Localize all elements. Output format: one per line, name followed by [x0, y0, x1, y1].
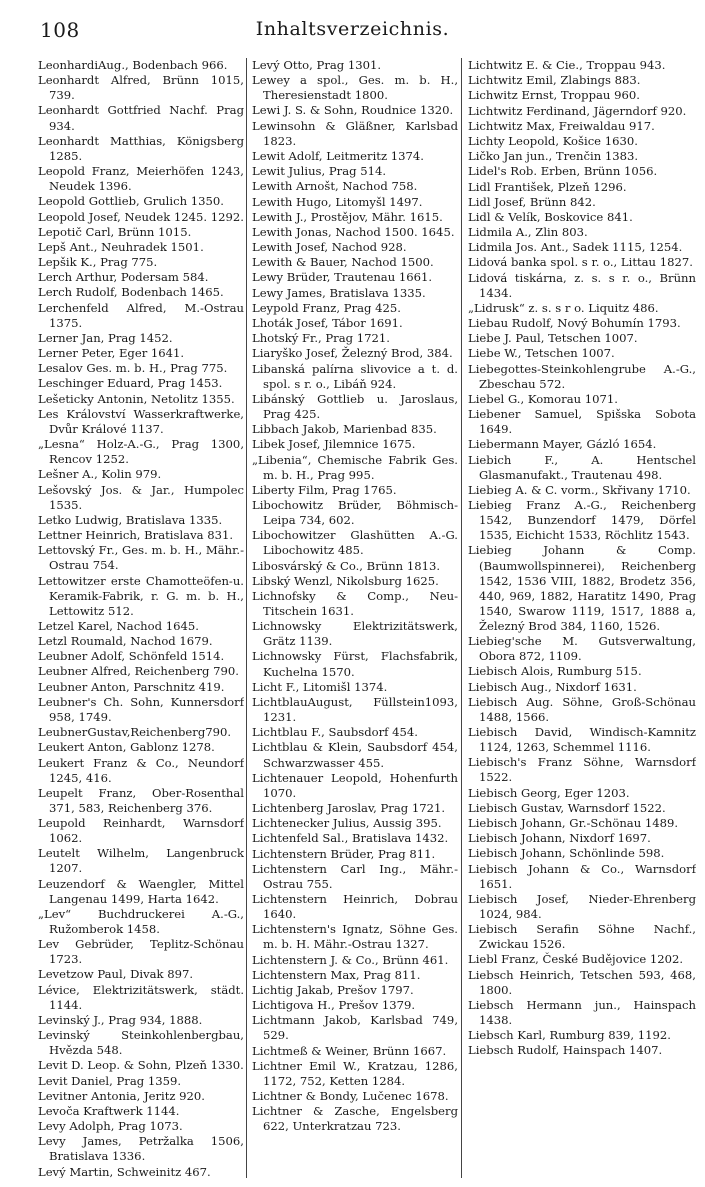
index-entry: Lichtmeß & Weiner, Brünn 1667. [252, 1043, 447, 1058]
index-entry: Lerchenfeld Alfred, M.-Ostrau 1375. [38, 300, 244, 330]
index-entry: Lerch Arthur, Podersam 584. [38, 270, 209, 285]
index-entry: Libbach Jakob, Marienbad 835. [252, 422, 437, 437]
index-entry: Lewit Julius, Prag 514. [252, 164, 387, 179]
index-entry: Libochowitz Brüder, Böhmisch-Leipa 734, 602. [252, 497, 458, 528]
index-entry: Liebl Franz, České Budějovice 1202. [468, 952, 684, 967]
index-entry: Lichtenstern's Ignatz, Söhne Ges. m. b. H. Mähr.-Ostrau 1327. [252, 922, 458, 952]
index-entry: Lichty Leopold, Košice 1630. [468, 133, 638, 148]
index-entry: Lichtigova H., Prešov 1379. [252, 998, 416, 1013]
index-entry: Lepotič Carl, Brünn 1015. [38, 224, 192, 239]
index-entry: Liebisch Johann & Co., Warnsdorf 1651. [468, 861, 696, 891]
index-entry: Lichtblau & Klein, Saubsdorf 454, Schwarzwasser 455. [252, 740, 458, 770]
index-entry: Leukert Anton, Gablonz 1278. [38, 740, 215, 755]
column-divider [246, 58, 247, 1178]
index-entry: Libek Josef, Jilemnice 1675. [252, 437, 416, 452]
index-entry: Letzl Roumald, Nachod 1679. [38, 634, 213, 649]
index-entry: Leonhardt Alfred, Brünn 1015, 739. [38, 73, 244, 103]
index-entry: Lichtwitz Emil, Zlabings 883. [468, 73, 641, 88]
page-number: 108 [40, 18, 80, 42]
column-divider [461, 58, 462, 1178]
index-entry: Lichtenstern Heinrich, Dobrau 1640. [252, 892, 458, 922]
index-entry: Leupold Reinhardt, Warnsdorf 1062. [38, 816, 244, 846]
index-entry: Lidmila A., Zlin 803. [468, 225, 588, 240]
index-entry: Liberty Film, Prag 1765. [252, 482, 397, 497]
index-entry: Lichtwitz E. & Cie., Troppau 943. [468, 58, 666, 72]
index-entry: Levinský J., Prag 934, 1888. [38, 1012, 203, 1027]
index-entry: Lichnofsky & Comp., Neu-Titschein 1631. [252, 588, 458, 618]
index-entry: Leubner Alfred, Reichenberg 790. [38, 664, 239, 679]
index-entry: Lešeticky Antonin, Netolitz 1355. [38, 391, 235, 406]
index-entry: Letko Ludwig, Bratislava 1335. [38, 512, 223, 527]
index-column-1 [38, 58, 244, 1178]
index-entry: Lichtmann Jakob, Karlsbad 749, 529. [252, 1013, 458, 1043]
index-entry: Lettovský Fr., Ges. m. b. H., Mähr.-Ostrau 754. [38, 543, 244, 573]
index-entry: Les Království Wasserkraftwerke, Dvůr Králové 1137. [38, 406, 244, 436]
index-entry: Lichtner & Bondy, Lučenec 1678. [252, 1089, 449, 1104]
index-entry: Leukert Franz & Co., Neundorf 1245, 416. [38, 755, 244, 785]
index-entry: Leubner Anton, Parschnitz 419. [38, 679, 225, 694]
index-entry: Lidl František, Plzeň 1296. [468, 179, 627, 194]
index-entry: Lichtner Emil W., Kratzau, 1286, 1172, 752, Ketten 1284. [252, 1058, 458, 1088]
index-entry: Lerch Rudolf, Bodenbach 1465. [38, 285, 224, 300]
index-entry: Leubner Adolf, Schönfeld 1514. [38, 649, 225, 664]
index-entry: Lichtenstern J. & Co., Brünn 461. [252, 952, 449, 967]
index-entry: Levit Daniel, Prag 1359. [38, 1073, 182, 1088]
index-entry: Liebisch Johann, Gr.-Schönau 1489. [468, 815, 679, 830]
index-entry: Lichtenauer Leopold, Hohenfurth 1070. [252, 770, 458, 800]
index-entry: Ličko Jan jun., Trenčin 1383. [468, 149, 639, 164]
index-entry: Liebisch Johann, Schönlinde 598. [468, 846, 665, 861]
index-entry: Levoča Kraftwerk 1144. [38, 1103, 180, 1118]
index-entry: Lewith Hugo, Litomyšl 1497. [252, 194, 423, 209]
index-entry: Libochowitzer Glashütten A.-G. Libochowitz 485. [252, 528, 458, 558]
index-entry: Lichwitz Ernst, Troppau 960. [468, 88, 640, 103]
index-entry: Leubner's Ch. Sohn, Kunnersdorf 958, 1749. [38, 694, 244, 724]
index-entry: Liebe W., Tetschen 1007. [468, 346, 615, 361]
index-entry: Lešner A., Kolin 979. [38, 467, 162, 482]
index-entry: Libanská palírna slivovice a t. d. spol. s r. o., Libáň 924. [252, 361, 458, 391]
index-entry: Libský Wenzl, Nikolsburg 1625. [252, 573, 439, 588]
index-entry: Liebau Rudolf, Nový Bohumín 1793. [468, 316, 681, 331]
index-entry: Lewith Josef, Nachod 928. [252, 240, 407, 255]
index-entry: Lettner Heinrich, Bratislava 831. [38, 528, 234, 543]
index-entry: Liebieg A. & C. vorm., Skřivany 1710. [468, 482, 691, 497]
index-entry: Lidová tiskárna, z. s. s r. o., Brünn 1434. [468, 270, 696, 300]
index-entry: Lidel's Rob. Erben, Brünn 1056. [468, 164, 658, 179]
index-entry: Lewith Jonas, Nachod 1500. 1645. [252, 224, 455, 239]
index-entry: Liebsch Hermann jun., Hainspach 1438. [468, 997, 696, 1027]
page-title: Inhaltsverzeichnis. [255, 18, 450, 40]
index-entry: Leonhardt Gottfried Nachf. Prag 934. [38, 103, 244, 133]
index-entry: Lewey a spol., Ges. m. b. H., Theresienstadt 1800. [252, 73, 458, 103]
index-entry: Lev Gebrüder, Teplitz-Schönau 1723. [38, 937, 244, 967]
index-entry: Levit D. Leop. & Sohn, Plzeň 1330. [38, 1058, 244, 1073]
index-column-3 [468, 58, 696, 1178]
index-entry: Lewi J. S. & Sohn, Roudnice 1320. [252, 103, 454, 118]
index-entry: „Libenia“, Chemische Fabrik Ges. m. b. H., Prag 995. [252, 452, 458, 482]
index-entry: LeubnerGustav,Reichenberg790. [38, 725, 232, 740]
index-entry: Lhotský Fr., Prag 1721. [252, 331, 390, 346]
index-entry: Leuzendorf & Waengler, Mittel Langenau 1499, Harta 1642. [38, 876, 244, 906]
index-entry: Liebermann Mayer, Gázló 1654. [468, 437, 657, 452]
index-entry: Lichtenstern Max, Prag 811. [252, 967, 421, 982]
index-entry: Libánský Gottlieb u. Jaroslaus, Prag 425. [252, 391, 458, 421]
index-entry: Liaryško Josef, Železný Brod, 384. [252, 346, 453, 361]
index-column-2 [252, 58, 458, 1178]
index-entry: Lesalov Ges. m. b. H., Prag 775. [38, 361, 228, 376]
index-entry: Lewith & Bauer, Nachod 1500. [252, 255, 434, 270]
index-entry: Leopold Gottlieb, Grulich 1350. [38, 194, 224, 209]
page-header [0, 14, 705, 48]
index-entry: Lewy Brüder, Trautenau 1661. [252, 270, 433, 285]
index-entry: Lerner Peter, Eger 1641. [38, 346, 185, 361]
index-entry: Leupelt Franz, Ober-Rosenthal 371, 583, Reichenberg 376. [38, 785, 244, 815]
index-entry: Lidová banka spol. s r. o., Littau 1827. [468, 255, 693, 270]
index-entry: Liebsch Rudolf, Hainspach 1407. [468, 1043, 663, 1058]
index-entry: Lettowitzer erste Chamotteöfen-u. Keramik-Fabrik, r. G. m. b. H., Lettowitz 512. [38, 573, 244, 618]
index-entry: Leonhardt Matthias, Königsberg 1285. [38, 133, 244, 163]
index-entry: Liebsch Heinrich, Tetschen 593, 468, 1800. [468, 967, 696, 997]
index-entry: Liebener Samuel, Spišska Sobota 1649. [468, 407, 696, 437]
index-entry: Lewy James, Bratislava 1335. [252, 285, 426, 300]
index-entry: Liebisch Aug. Söhne, Groß-Schönau 1488, 1566. [468, 694, 696, 724]
index-entry: Liebisch Josef, Nieder-Ehrenberg 1024, 984. [468, 891, 696, 921]
index-entry: Lichtenstern Carl Ing., Mähr.-Ostrau 755. [252, 861, 458, 891]
index-entry: Lichtner & Zasche, Engelsberg 622, Unterkratzau 723. [252, 1104, 458, 1134]
index-entry: Lerner Jan, Prag 1452. [38, 330, 173, 345]
index-entry: Lichtenfeld Sal., Bratislava 1432. [252, 831, 449, 846]
index-entry: Liebel G., Komorau 1071. [468, 391, 618, 406]
index-entry: Lewith Arnošt, Nachod 758. [252, 179, 418, 194]
index-entry: Letzel Karel, Nachod 1645. [38, 618, 199, 633]
index-entry: Liebisch Gustav, Warnsdorf 1522. [468, 800, 666, 815]
index-entry: Levy Adolph, Prag 1073. [38, 1119, 183, 1134]
index-entry: Leschinger Eduard, Prag 1453. [38, 376, 223, 391]
index-entry: Lichnowsky Elektrizitätswerk, Grätz 1139. [252, 619, 458, 649]
index-entry: Liebieg'sche M. Gutsverwaltung, Obora 872, 1109. [468, 634, 696, 664]
index-entry: Liebich F., A. Hentschel Glasmanufakt., Trautenau 498. [468, 452, 696, 482]
index-entry: „Lev“ Buchdruckerei A.-G., Ružomberok 1458. [38, 906, 244, 936]
index-entry: Leopold Franz, Meierhöfen 1243, Neudek 1396. [38, 164, 244, 194]
index-entry: Lewith J., Prostějov, Mähr. 1615. [252, 209, 443, 224]
index-entry: Levinský Steinkohlenbergbau, Hvězda 548. [38, 1028, 244, 1058]
index-entry: Liebsch Karl, Rumburg 839, 1192. [468, 1028, 671, 1043]
index-entry: Libosvárský & Co., Brünn 1813. [252, 558, 441, 573]
index-entry: Lidl & Velík, Boskovice 841. [468, 209, 633, 224]
index-entry: Lewinsohn & Gläßner, Karlsbad 1823. [252, 118, 458, 148]
index-entry: Liebisch David, Windisch-Kamnitz 1124, 1263, Schemmel 1116. [468, 725, 696, 755]
index-entry: Liebieg Franz A.-G., Reichenberg 1542, Bunzendorf 1479, Dörfel 1535, Eichicht 1533, Röchlitz 1543. [468, 498, 696, 543]
index-entry: Lidmila Jos. Ant., Sadek 1115, 1254. [468, 240, 683, 255]
index-entry: Lichtblau F., Saubsdorf 454. [252, 725, 418, 740]
index-entry: Lichtwitz Ferdinand, Jägerndorf 920. [468, 103, 687, 118]
index-entry: „Lesna“ Holz-A.-G., Prag 1300, Rencov 1252. [38, 437, 244, 467]
index-entry: Leutelt Wilhelm, Langenbruck 1207. [38, 846, 244, 876]
index-entry: Liebisch Alois, Rumburg 515. [468, 664, 642, 679]
index-entry: Lichtenstern Brüder, Prag 811. [252, 846, 436, 861]
index-entry: Lichtenecker Julius, Aussig 395. [252, 816, 442, 831]
index-entry: Licht F., Litomišl 1374. [252, 679, 388, 694]
index-entry: LichtblauAugust, Füllstein1093, 1231. [252, 694, 458, 725]
index-entry: Lichnowsky Fürst, Flachsfabrik, Kuchelna 1570. [252, 649, 458, 679]
index-entry: Lichtig Jakab, Prešov 1797. [252, 982, 414, 997]
index-entry: Lepš Ant., Neuhradek 1501. [38, 239, 204, 254]
index-entry: Liebisch Aug., Nixdorf 1631. [468, 679, 637, 694]
index-entry: Liebisch Georg, Eger 1203. [468, 785, 630, 800]
index-entry: Levitner Antonia, Jeritz 920. [38, 1088, 205, 1103]
index-entry: Liebisch's Franz Söhne, Warnsdorf 1522. [468, 755, 696, 785]
index-entry: Leypold Franz, Prag 425. [252, 300, 401, 315]
index-entry: Levý Martin, Schweinitz 467. [38, 1164, 211, 1178]
index-entry: Liebe J. Paul, Tetschen 1007. [468, 331, 638, 346]
index-entry: Levy James, Petržalka 1506, Bratislava 1336. [38, 1134, 244, 1164]
index-entry: Lichtwitz Max, Freiwaldau 917. [468, 118, 655, 133]
index-entry: Liebisch Serafin Söhne Nachf., Zwickau 1526. [468, 922, 696, 952]
index-entry: Leopold Josef, Neudek 1245. 1292. [38, 209, 244, 224]
index-entry: Lévice, Elektrizitätswerk, städt. 1144. [38, 982, 244, 1012]
index-entry: Levý Otto, Prag 1301. [252, 58, 382, 72]
index-entry: Lepšik K., Prag 775. [38, 255, 158, 270]
index-entry: Liebisch Johann, Nixdorf 1697. [468, 831, 651, 846]
index-entry: Lichtenberg Jaroslav, Prag 1721. [252, 800, 446, 815]
index-entry: LeonhardiAug., Bodenbach 966. [38, 58, 228, 72]
index-entry: Lešovský Jos. & Jar., Humpolec 1535. [38, 482, 244, 512]
index-entry: Levetzow Paul, Divak 897. [38, 967, 194, 982]
index-entry: Lewit Adolf, Leitmeritz 1374. [252, 148, 424, 163]
index-entry: Liebegottes-Steinkohlengrube A.-G., Zbeschau 572. [468, 361, 696, 391]
index-entry: Lidl Josef, Brünn 842. [468, 194, 596, 209]
index-entry: „Lidrusk“ z. s. s r o. Liquitz 486. [468, 300, 659, 315]
index-entry: Lhoták Josef, Tábor 1691. [252, 316, 403, 330]
index-entry: Liebieg Johann & Comp. (Baumwollspinnerei), Reichenberg 1542, 1536 VIII, 1882, Brodetz 356, 440, 969, 1882, Haratitz 1490, Prag 1540, Swarow 1119, 1517, 1888 a, Železný Brod 384, 1160, 1526. [468, 543, 696, 633]
index-columns [38, 58, 698, 1178]
